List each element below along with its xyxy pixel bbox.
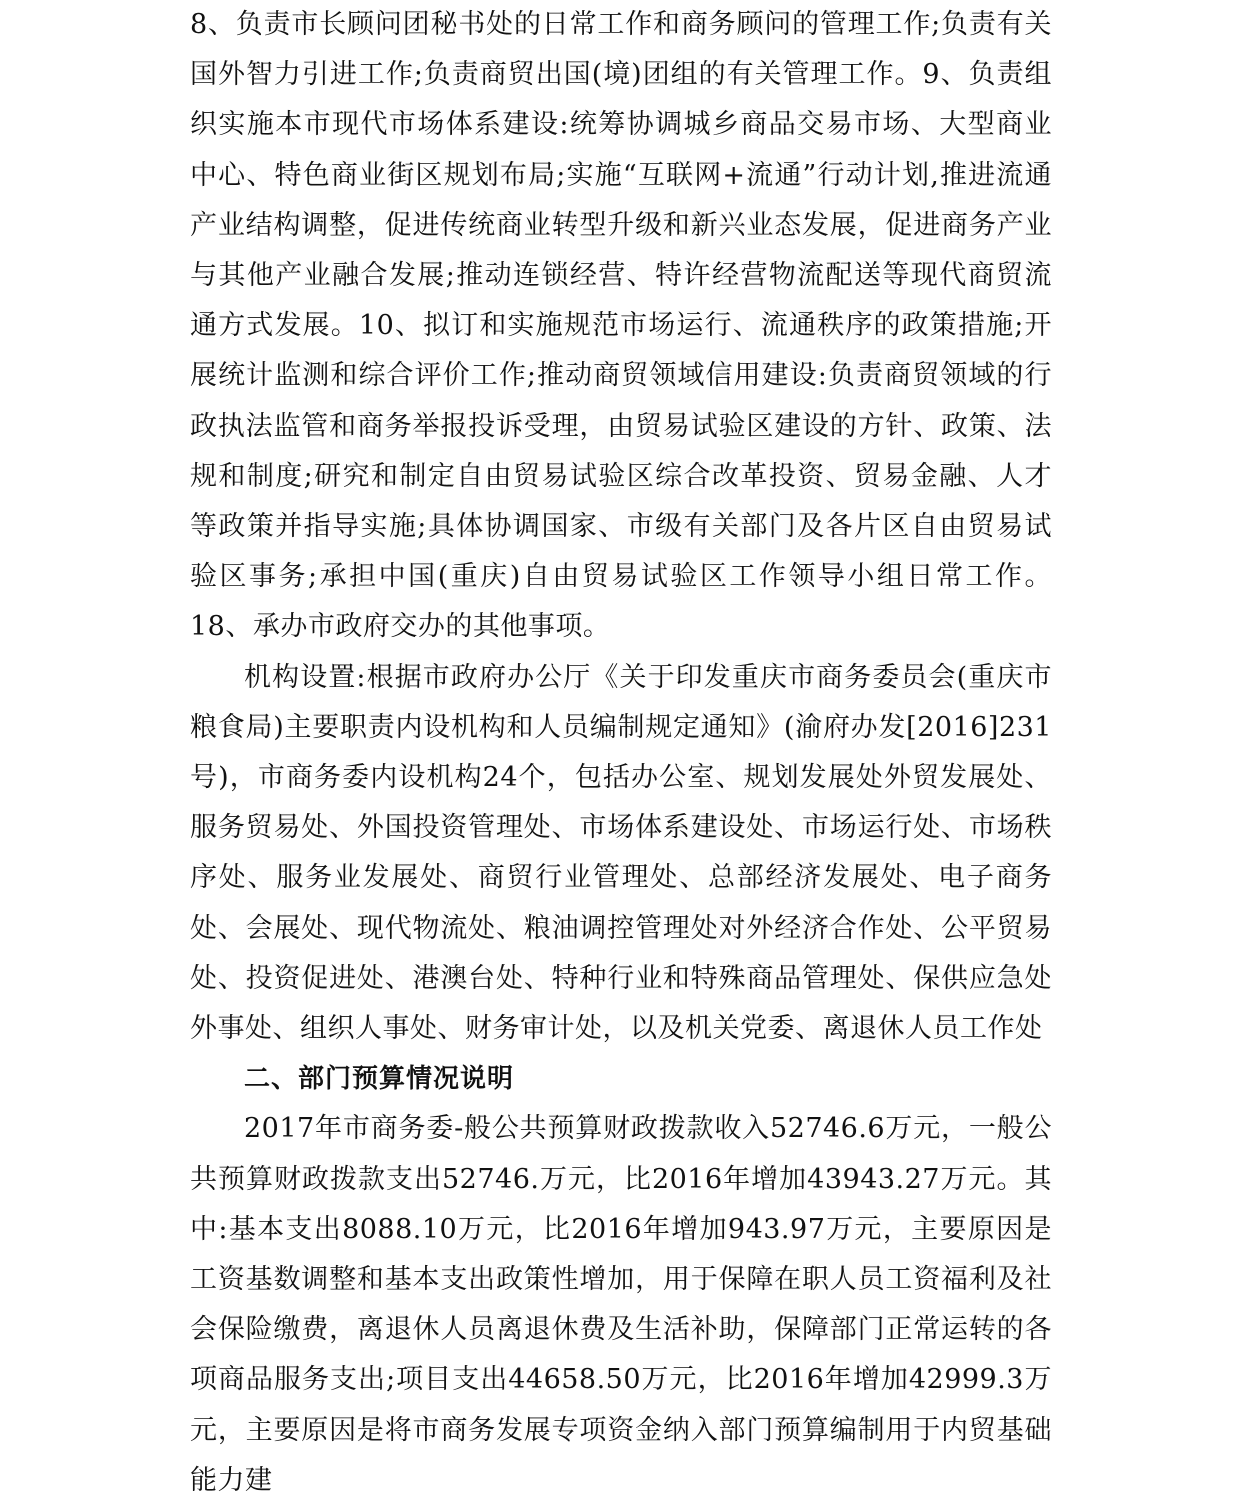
institution-setup-paragraph: 机构设置:根据市政府办公厅《关于印发重庆市商务委员会(重庆市粮食局)主要职责内设机构和人员编制规定通知》(渝府办发[2016]231号)，市商务委内设机构24个，包括办公室、规划发展处外贸发展处、服务贸易处、外国投资管理处、市场体系建设处、市场运行处、市场秩序处、服务业发展处、商贸行业管理处、总部经济发展处、电子商务处、会展处、现代物流处、粮油调控管理处对外经济合作处、公平贸易处、投资促进处、港澳台处、特种行业和特殊商品管理处、保供应急处外事处、组织人事处、财务审计处，以及机关党委、离退休人员工作处 — [190, 661, 1052, 1045]
duties-paragraph: 8、负责市长顾问团秘书处的日常工作和商务顾问的管理工作;负责有关国外智力引进工作;负责商贸出国(境)团组的有关管理工作。9、负责组织实施本市现代市场体系建设:统筹协调城乡商品交易市场、大型商业中心、特色商业街区规划布局;实施“互联网+流通”行动计划,推进流通产业结构调整，促进传统商业转型升级和新兴业态发展，促进商务产业与其他产业融合发展;推动连锁经营、特许经营物流配送等现代商贸流通方式发展。10、拟订和实施规范市场运行、流通秩序的政策措施;开展统计监测和综合评价工作;推动商贸领域信用建设:负责商贸领域的行政执法监管和商务举报投诉受理，由贸易试验区建设的方针、政策、法规和制度;研究和制定自由贸易试验区综合改革投资、贸易金融、人才等政策并指导实施;具体协调国家、市级有关部门及各片区自由贸易试验区事务;承担中国(重庆)自由贸易试验区工作领导小组日常工作。18、承办市政府交办的其他事项。 — [190, 9, 1052, 643]
section-heading: 二、部门预算情况说明 — [244, 1064, 515, 1095]
document-page — [190, 0, 1052, 1506]
budget-paragraph: 2017年市商务委-般公共预算财政拨款收入52746.6万元，一般公共预算财政拨款支出52746.万元，比2016年增加43943.27万元。其中:基本支出8088.10万元，比2016年增加943.97万元，主要原因是工资基数调整和基本支出政策性增加，用于保障在职人员工资福利及社会保险缴费，离退休人员离退休费及生活补助，保障部门正常运转的各项商品服务支出;项目支出44658.50万元，比2016年增加42999.3万元，主要原因是将市商务发展专项资金纳入部门预算编制用于内贸基础能力建 — [190, 1113, 1052, 1496]
